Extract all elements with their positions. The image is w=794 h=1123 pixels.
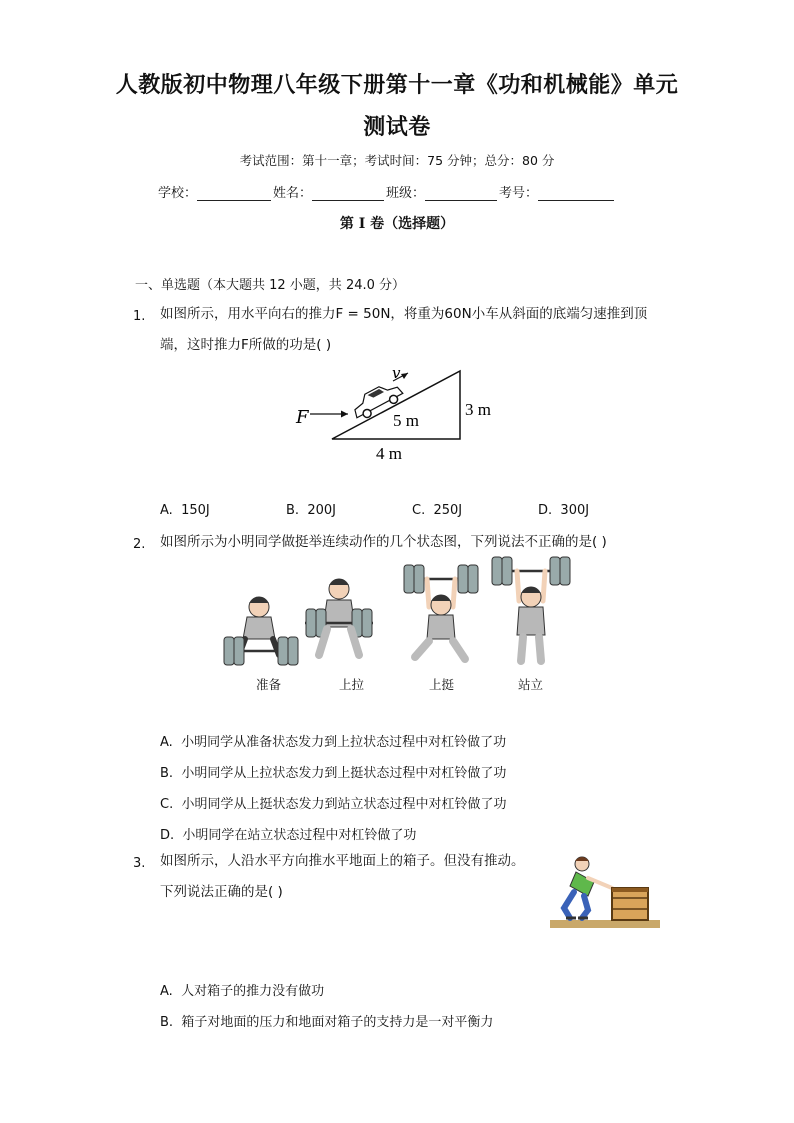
exam-number-label: 考号：	[499, 186, 539, 201]
q2-option-b-text: 小明同学从上拉状态发力到上挺状态过程中对杠铃做了功	[181, 766, 507, 781]
q3-option-b[interactable]	[160, 1011, 493, 1030]
q2-option-d-label: D.	[160, 828, 175, 843]
q2-option-c-label: C.	[160, 797, 174, 812]
weightlifting-figure	[215, 555, 585, 670]
document-title-line1: 人教版初中物理八年级下册第十一章《功和机械能》单元	[115, 72, 679, 98]
q2-option-a-text: 小明同学从准备状态发力到上拉状态过程中对杠铃做了功	[181, 735, 507, 750]
question-2-number: 2.	[133, 537, 146, 552]
name-label: 姓名：	[273, 186, 313, 201]
question-1-line1: 如图所示，用水平向右的推力F = 50N，将重为60N小车从斜面的底端匀速推到顶	[160, 306, 648, 322]
q3-option-a-text: 人对箱子的推力没有做功	[181, 984, 325, 999]
question-3-line1: 如图所示，人沿水平方向推水平地面上的箱子。但没有推动。	[160, 853, 525, 869]
force-arrowhead	[341, 411, 348, 418]
question-3-number: 3.	[133, 856, 146, 871]
q1-option-a[interactable]	[160, 503, 210, 518]
lifter-ready	[224, 597, 298, 665]
q2-option-a[interactable]	[160, 731, 506, 750]
q2-option-c[interactable]	[160, 793, 507, 812]
incline-diagram	[290, 362, 510, 462]
class-blank[interactable]	[425, 186, 497, 201]
q2-option-d[interactable]	[160, 824, 416, 843]
question-1-text	[160, 299, 680, 361]
pushing-box-figure	[548, 852, 662, 930]
q1-option-b[interactable]	[286, 503, 336, 518]
q1-option-d-label: D.	[538, 503, 553, 518]
question-1-line2: 端，这时推力F所做的功是( )	[160, 337, 332, 353]
height-label: 3 m	[465, 400, 491, 419]
document-title-line2: 测试卷	[363, 114, 431, 140]
q1-option-c-label: C.	[412, 503, 426, 518]
caption-stand: 站立	[518, 677, 544, 692]
caption-ready: 准备	[256, 677, 282, 692]
student-info-row	[158, 182, 616, 201]
base-length-label: 4 m	[376, 444, 402, 462]
q1-option-a-label: A.	[160, 503, 173, 518]
q3-option-a[interactable]	[160, 980, 324, 999]
question-1-number: 1.	[133, 309, 146, 324]
q1-option-b-text: 200J	[307, 503, 336, 518]
volume-heading: 第 I 卷（选择题）	[339, 216, 455, 232]
q1-option-c[interactable]	[412, 503, 462, 518]
question-2-text: 如图所示为小明同学做挺举连续动作的几个状态图，下列说法不正确的是( )	[160, 534, 607, 550]
class-label: 班级：	[386, 186, 426, 201]
q2-option-d-text: 小明同学在站立状态过程中对杠铃做了功	[182, 828, 417, 843]
q1-option-b-label: B.	[286, 503, 300, 518]
q1-option-c-text: 250J	[433, 503, 463, 518]
lifter-pull	[305, 579, 373, 655]
exam-number-blank[interactable]	[538, 186, 614, 201]
ground	[550, 920, 660, 928]
q1-option-d-text: 300J	[560, 503, 590, 518]
slope-length-label: 5 m	[393, 411, 419, 430]
section-heading: 一、单选题（本大题共 12 小题，共 24.0 分）	[135, 278, 406, 293]
q2-option-c-text: 小明同学从上挺状态发力到站立状态过程中对杠铃做了功	[181, 797, 507, 812]
caption-jerk: 上挺	[429, 677, 455, 692]
q3-option-b-label: B.	[160, 1015, 174, 1030]
person-pushing-icon	[564, 857, 612, 918]
lifter-jerk	[404, 565, 478, 659]
force-label: F	[296, 407, 309, 428]
q1-option-a-text: 150J	[181, 503, 210, 518]
caption-pull: 上拉	[339, 677, 365, 692]
question-3-text	[160, 846, 550, 908]
q3-option-a-label: A.	[160, 984, 173, 999]
q2-option-b-label: B.	[160, 766, 174, 781]
q3-option-b-text: 箱子对地面的压力和地面对箱子的支持力是一对平衡力	[181, 1015, 494, 1030]
name-blank[interactable]	[312, 186, 384, 201]
lifter-stand	[492, 557, 570, 661]
school-label: 学校：	[158, 186, 198, 201]
q2-option-b[interactable]	[160, 762, 506, 781]
school-blank[interactable]	[197, 186, 271, 201]
exam-info: 考试范围：第十一章；考试时间：75 分钟；总分：80 分	[239, 153, 555, 168]
q1-option-d[interactable]	[538, 503, 589, 518]
wooden-box-icon	[612, 888, 648, 920]
question-3-line2: 下列说法正确的是( )	[160, 884, 283, 900]
q2-option-a-label: A.	[160, 735, 173, 750]
velocity-label: v	[392, 364, 401, 382]
